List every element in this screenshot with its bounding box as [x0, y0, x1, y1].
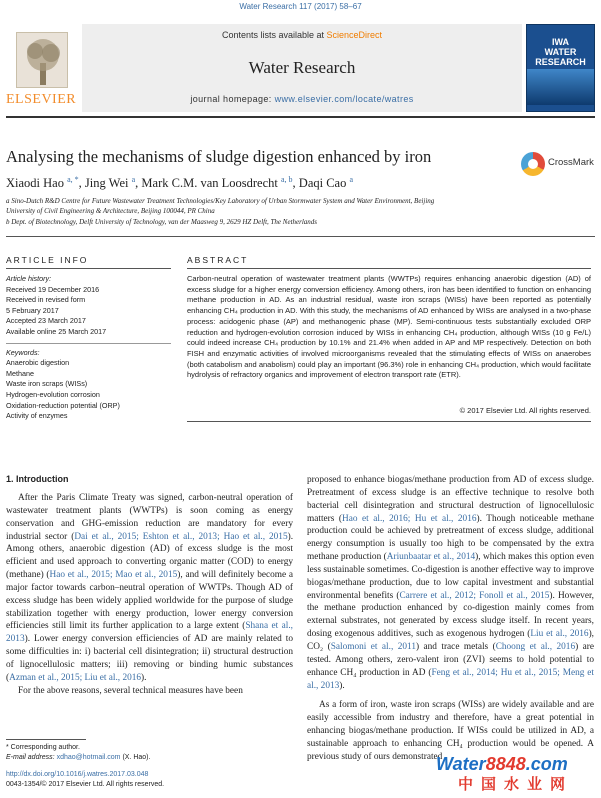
footnote-divider — [6, 739, 86, 740]
cover-title-line-2: WATER RESEARCH — [535, 47, 586, 67]
affiliation-a-line-2: University of Civil Engineering & Architecture, Beijing 100044, PR China — [6, 207, 215, 215]
doi-link[interactable]: http://dx.doi.org/10.1016/j.watres.2017.03.048 — [6, 771, 149, 778]
citation-link[interactable]: Liu et al., 2016 — [530, 629, 589, 640]
abstract-text: Carbon-neutral operation of wastewater treatment plants (WWTPs) requires enhancing anaerobic digestion (AD) of excess sludge for a higher energy conversion efficiency. Among others, iron has been identified to function on enhancing methane production in AD. As an industrial residual, waste iron scraps (WISs) have been reported as potentially enhancing CH₄ production in AD. With this study, the mechanisms of AD enhanced by WISs are analysed in a two-phase process: acidogenic phase (AP) and methanogenic phase (MP). Semi-continuous tests substantially excluded ORP reduction and hydrogen-evolution corrosion induced by WISs in enhancing CH₄ production, although WISs (10 g Fe/L) could indeed increase CH₄ production by 10.1% and 21.4% when added in AP and MP respectively. Detection on both FISH and enzymatic activities of involved microorganisms revealed that the stimulating effects of WISs on anaerobes (both catabolism and anabolism) could play an important (96.3%) role in enhancing CH₄ production, which would facilitate hydrolysis of refractory organics and improvement of electron transport rate (ETR). — [187, 274, 591, 380]
author-name[interactable]: Xiaodi Hao — [6, 176, 64, 191]
text-run: ). Lower energy conversion efficiencies of AD are mainly related to some difficulties in: i) bacterial cell disintegration; ii) structural destruction of lignocellulosic matters; iii) removing or binding humic substances ( — [6, 634, 293, 683]
article-info-heading: ARTICLE INFO — [6, 255, 89, 265]
keyword[interactable]: Methane — [6, 368, 34, 378]
crossmark-label: CrossMark — [548, 157, 594, 168]
article-info-rule — [6, 268, 171, 269]
journal-banner — [82, 24, 522, 112]
text-run: ), and will definitely become a major factor towards carbon–neutral operation of WWTPs. Though AD of excess sludge has been widely applied worldwide for the purpose of sludge stabilization together with energy production, lower energy conversion efficiencies still limit its further application to a large extent ( — [6, 570, 293, 632]
keyword[interactable]: Oxidation-reduction potential (ORP) — [6, 400, 120, 410]
author-separator: , — [292, 176, 299, 191]
issn-line: 0043-1354/© 2017 Elsevier Ltd. All rights reserved. — [6, 781, 165, 788]
citation-link[interactable]: Ariunbaatar et al., 2014 — [386, 552, 476, 563]
author-list — [6, 175, 353, 191]
author-name[interactable]: Jing Wei — [84, 176, 129, 191]
keyword[interactable]: Activity of enzymes — [6, 411, 68, 421]
abstract-heading: ABSTRACT — [187, 255, 249, 265]
journal-cover[interactable] — [526, 24, 595, 112]
info-divider — [6, 343, 171, 344]
citation-link[interactable]: Salomoni et al., 2011 — [330, 641, 416, 652]
cover-graphic — [527, 69, 594, 105]
text-run: ). — [141, 672, 147, 683]
homepage-label: journal homepage: — [190, 94, 275, 104]
citation-link[interactable]: Hao et al., 2015; Mao et al., 2015 — [49, 570, 178, 581]
text-run: proposed to enhance biogas/methane production from AD of excess sludge. Pretreatment of excess sludge is an effective technique to resolve both bacterial cell disintegration and structural destruction of lignocellulosic matters ( — [307, 475, 594, 524]
watermark-word: Water — [436, 754, 486, 774]
cover-title-line-1: IWA — [552, 37, 569, 47]
header-divider — [6, 116, 595, 118]
citation-link[interactable]: Shana et al., 2013 — [6, 621, 293, 645]
history-label: Article history: — [6, 274, 52, 283]
author-affiliation-marker[interactable]: a, * — [67, 175, 79, 184]
cover-title — [531, 37, 590, 67]
author-name[interactable]: Mark C.M. van Loosdrecht — [141, 176, 278, 191]
sciencedirect-link[interactable]: ScienceDirect — [326, 30, 383, 40]
journal-header — [6, 24, 595, 112]
watermark-tld: .com — [525, 754, 568, 774]
bottom-meta — [6, 770, 164, 790]
section-heading-introduction: 1. Introduction — [6, 474, 69, 484]
crossmark-icon — [521, 152, 545, 176]
journal-homepage — [82, 94, 522, 104]
citation-link[interactable]: Hao et al., 2016; Hu et al., 2016 — [342, 513, 477, 524]
body-paragraph: For the above reasons, several technical measures have been — [18, 685, 243, 696]
keyword[interactable]: Waste iron scraps (WISs) — [6, 379, 88, 389]
citation-link[interactable]: Choong et al., 2016 — [495, 641, 576, 652]
author-separator: , — [78, 176, 85, 191]
contents-line — [82, 30, 522, 40]
abstract-rule-bottom — [187, 421, 591, 422]
body-column-left — [6, 492, 293, 698]
history-item: Available online 25 March 2017 — [6, 326, 107, 336]
keyword[interactable]: Anaerobic digestion — [6, 358, 70, 368]
text-run: ) are tested. Among others, zero-valent iron (ZVI) seems to hold potential to enhance CH₄ production in AD ( — [307, 641, 594, 678]
author-separator: , — [135, 176, 142, 191]
history-item: Accepted 23 March 2017 — [6, 316, 86, 326]
author-affiliation-marker[interactable]: a — [349, 175, 354, 184]
watermark-chinese: 中国水业网 — [458, 775, 574, 793]
text-run: ). Though noticeable methane production could be achieved by pretreatment of excess sludge, additional energy consumption is usually too high to be compensated by the extra methane production ( — [307, 513, 594, 563]
watermark-site — [436, 754, 596, 775]
text-run: ). However, the methane production enhanced by co-digestion mainly comes from external substrates, not generated by excess sludge itself. In recent years, dosing exogenous additives, such as exogenous hydrogen ( — [307, 590, 594, 640]
corresponding-author-note: * Corresponding author. — [6, 744, 80, 751]
affiliation-a-line-1: a Sino-Dutch R&D Centre for Future Wastewater Treatment Technologies/Key Laboratory of Urban Stormwater System and Water Environment, Beijing — [6, 197, 435, 205]
contents-prefix: Contents lists available at — [221, 30, 327, 40]
email-link[interactable]: xdhao@hotmail.com — [56, 754, 121, 761]
article-title: Analysing the mechanisms of sludge digestion enhanced by iron — [6, 147, 432, 166]
text-run: ). — [339, 680, 345, 691]
citation-link[interactable]: Carrere et al., 2012; Fonoll et al., 2015 — [399, 590, 550, 601]
history-item: 5 February 2017 — [6, 305, 59, 315]
citation-link[interactable]: Feng et al., 2014; Hu et al., 2015; Meng et al., 2013 — [307, 667, 595, 691]
body-column-right — [307, 474, 594, 764]
text-run: ), which makes this option even less sustainable sometimes. Co-digestion is another effective way to improve biogas/methane production, due to low capital investment and substantial environmental benefits ( — [307, 552, 595, 601]
email-line — [6, 753, 150, 763]
crossmark-badge[interactable] — [521, 152, 597, 176]
homepage-link[interactable]: www.elsevier.com/locate/watres — [274, 94, 414, 104]
keyword[interactable]: Hydrogen-evolution corrosion — [6, 389, 100, 399]
footnote — [6, 743, 150, 763]
journal-reference: Water Research 117 (2017) 58–67 — [239, 2, 362, 11]
history-item: Received 19 December 2016 — [6, 284, 100, 294]
author-affiliation-marker[interactable]: a — [131, 175, 136, 184]
elsevier-tree-icon — [16, 32, 68, 88]
email-suffix: (X. Hao). — [120, 754, 151, 761]
body-paragraph — [6, 492, 293, 685]
journal-title[interactable]: Water Research — [248, 58, 356, 77]
author-name[interactable]: Daqi Cao — [298, 176, 347, 191]
body-paragraph: As a form of iron, waste iron scraps (WISs) are widely available and are easily accessible from industry and therefore, have a great potential in enhancing biogas/methane production. If WISs could be utilized in AD, a sustainable approach to enhancing CH₄ production would be opened. A previous study of ours demonstrated — [307, 700, 594, 762]
author-affiliation-marker[interactable]: a, b — [280, 175, 293, 184]
abstract-rule-top — [187, 268, 591, 269]
article-info — [6, 274, 171, 422]
text-run: ). Among others, anaerobic digestion (AD) of excess sludge is the most efficient and used approach to converting organic matter (COD) to energy (methane) ( — [6, 531, 294, 581]
body-paragraph — [307, 474, 594, 692]
watermark-number: 8848 — [485, 754, 526, 774]
affiliation-b: b Dept. of Biotechnology, Delft University of Technology, van der Maasweg 9, 2629 HZ Delft, The Netherlands — [6, 218, 318, 226]
citation-link[interactable]: Azman et al., 2015; Liu et al., 2016 — [9, 672, 142, 683]
keywords-label: Keywords: — [6, 347, 40, 357]
citation-link[interactable]: Dai et al., 2015; Eshton et al., 2013; Hao et al., 2015 — [74, 531, 288, 542]
text-run: After the Paris Climate Treaty was signed, carbon-neutral operation of wastewater treatment plants (WWTPs) is soon coming as energy conservation and GHG-emission reduction are mandatory for every industrial sector ( — [6, 493, 293, 542]
text-run: ) and trace metals ( — [415, 641, 496, 652]
publisher-name: ELSEVIER — [6, 92, 77, 107]
elsevier-logo[interactable] — [6, 24, 76, 112]
abstract-copyright: © 2017 Elsevier Ltd. All rights reserved. — [459, 406, 591, 415]
history-item: Received in revised form — [6, 295, 86, 305]
affiliation-divider — [6, 236, 595, 237]
email-label: E-mail address: — [6, 754, 57, 761]
text-run: ), CO₂ ( — [307, 629, 594, 652]
watermark-logo — [436, 754, 596, 798]
